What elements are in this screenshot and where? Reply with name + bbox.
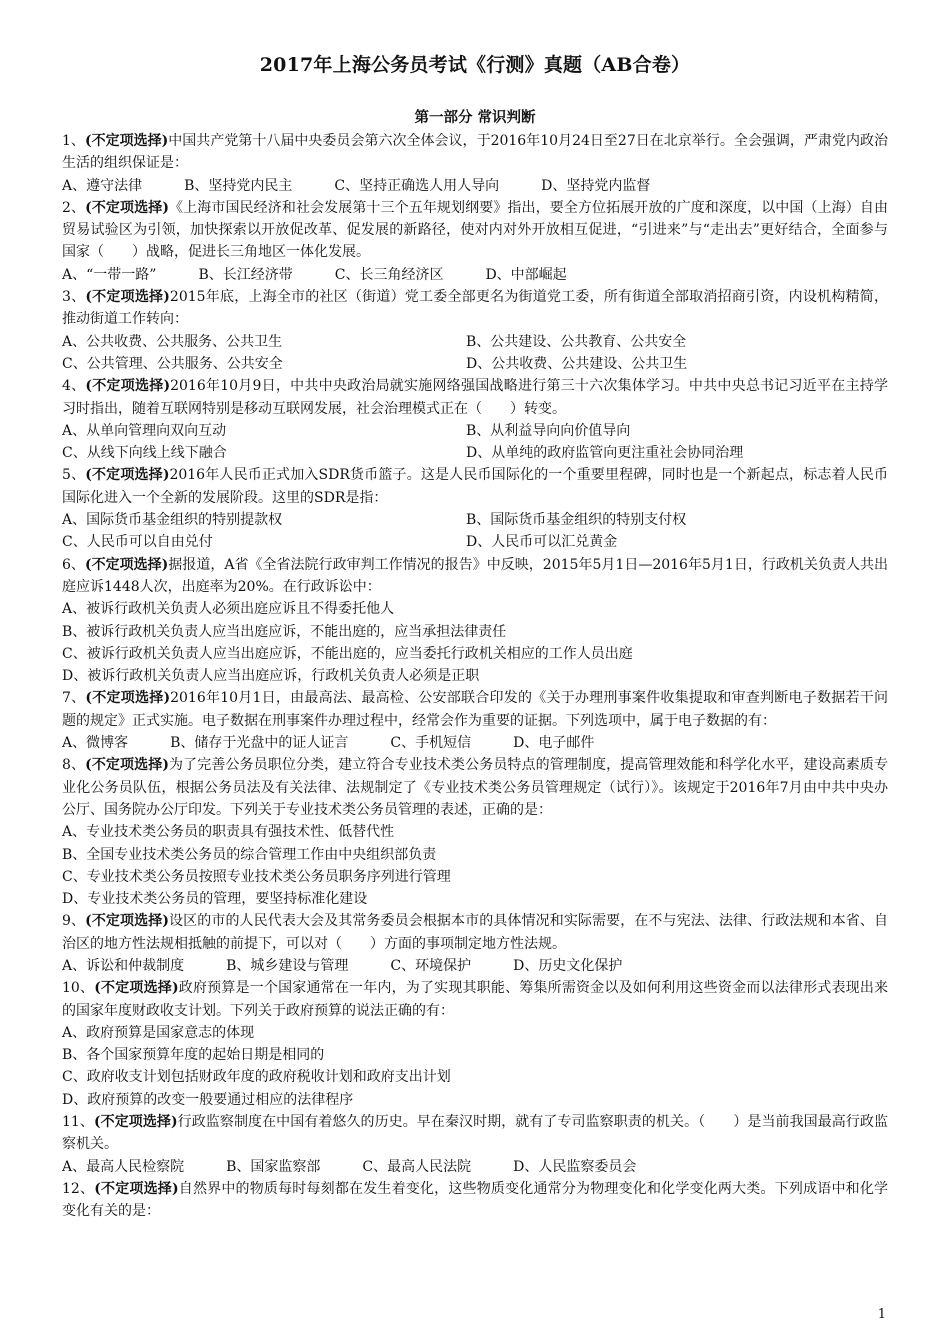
question-1 [62, 130, 888, 197]
question-stem [62, 1178, 888, 1223]
option-d: D、坚持党内监督 [541, 177, 651, 194]
option-a: A、公共收费、公共服务、公共卫生 [62, 333, 283, 350]
question-3 [62, 286, 888, 375]
question-10 [62, 977, 888, 1111]
option-b: B、国家监察部 [226, 1158, 321, 1175]
option-b: B、储存于光盘中的证人证言 [170, 735, 349, 752]
question-stem [62, 375, 888, 420]
option-b: B、国际货币基金组织的特别支付权 [466, 512, 687, 529]
question-text: 自然界中的物质每时每刻都在发生着变化，这些物质变化通常分为物理变化和化学变化两大类。下列成语中和化学变化有关的是： [62, 1180, 889, 1220]
option-b: B、坚持党内民主 [184, 177, 293, 194]
question-number: 1、 [62, 133, 85, 149]
option-a: A、被诉行政机关负责人必须出庭应诉且不得委托他人 [62, 601, 395, 618]
option-b: B、长江经济带 [198, 266, 293, 283]
option-c: C、公共管理、公共服务、公共安全 [62, 355, 283, 372]
option-d: D、人民币可以汇兑黄金 [466, 534, 618, 551]
question-type: (不定项选择) [94, 1180, 179, 1197]
option-d: D、公共收费、公共建设、公共卫生 [466, 355, 688, 372]
option-group [62, 1022, 888, 1111]
question-list [62, 130, 888, 1223]
option-a: A、最高人民检察院 [62, 1158, 185, 1175]
option-b: B、城乡建设与管理 [226, 957, 349, 974]
option-c: C、被诉行政机关负责人应当出庭应诉，不能出庭的，应当委托行政机关相应的工作人员出庭 [62, 645, 633, 662]
question-number: 12、 [62, 1180, 95, 1197]
option-group [62, 1156, 888, 1178]
page-number: 1 [877, 1307, 886, 1322]
option-group [62, 732, 888, 754]
question-8 [62, 754, 888, 910]
question-12 [62, 1178, 888, 1223]
question-stem [62, 197, 888, 264]
question-7 [62, 687, 888, 754]
question-number: 8、 [62, 757, 86, 774]
option-c: C、最高人民法院 [362, 1158, 472, 1175]
option-a: A、“一带一路” [62, 266, 157, 283]
question-text: 据报道，A省《全省法院行政审判工作情况的报告》中反映，2015年5月1日—2016年5月1日，行政机关负责人共出庭应诉1448人次，出庭率为20%。在行政诉讼中： [62, 556, 888, 595]
option-b: B、被诉行政机关负责人应当出庭应诉，不能出庭的，应当承担法律责任 [62, 623, 507, 640]
option-group [62, 821, 888, 910]
question-type: (不定项选择) [85, 289, 170, 306]
option-a: A、微博客 [62, 735, 129, 752]
question-stem [62, 286, 888, 331]
question-type: (不定项选择) [85, 690, 171, 707]
question-type: (不定项选择) [93, 1114, 178, 1131]
option-a: A、遵守法律 [62, 177, 143, 194]
option-b: B、从利益导向向价值导向 [466, 422, 631, 439]
option-a: A、专业技术类公务员的职责具有强技术性、低替代性 [62, 824, 395, 841]
option-group [62, 175, 888, 197]
question-type: (不定项选择) [94, 980, 179, 997]
option-group [62, 331, 888, 376]
question-type: (不定项选择) [85, 199, 169, 216]
option-c: C、专业技术类公务员按照专业技术类公务员职务序列进行管理 [62, 868, 451, 885]
option-b: B、各个国家预算年度的起始日期是相同的 [62, 1047, 325, 1064]
question-number: 5、 [62, 467, 86, 484]
question-text: 行政监察制度在中国有着悠久的历史。早在秦汉时期，就有了专司监察职责的机关。（ ）是当前我国最高行政监察机关。 [62, 1114, 888, 1153]
question-stem [62, 130, 888, 175]
question-5 [62, 464, 888, 553]
option-d: D、电子邮件 [513, 735, 595, 752]
question-text: 《上海市国民经济和社会发展第十三个五年规划纲要》指出，要全方位拓展开放的广度和深度，以中国（上海）自由贸易试验区为引领，加快探索以开放促改革、促发展的新路径，使对内对外开放相互促进，“引进来”与“走出去”更好结合，全面参与国家（ ）战略，促进长三角地区一体化发展。 [62, 199, 888, 261]
question-4 [62, 375, 888, 464]
question-number: 4、 [62, 378, 86, 395]
option-c: C、政府收支计划包括财政年度的政府税收计划和政府支出计划 [62, 1069, 451, 1086]
option-c: C、环境保护 [390, 957, 472, 974]
question-number: 10、 [62, 980, 95, 997]
question-number: 9、 [62, 913, 86, 930]
question-number: 6、 [62, 556, 85, 573]
question-text: 2016年10月9日，中共中央政治局就实施网络强国战略进行第三十六次集体学习。中共中央总书记习近平在主持学习时指出，随着互联网特别是移动互联网发展，社会治理模式正在（ ）转变。 [62, 378, 888, 417]
option-d: D、从单纯的政府监管向更注重社会协同治理 [466, 445, 744, 462]
question-stem [62, 1111, 888, 1156]
option-group [62, 264, 888, 286]
option-group [62, 598, 888, 687]
question-text: 中国共产党第十八届中央委员会第六次全体会议，于2016年10月24日至27日在北京举行。全会强调，严肃党内政治生活的组织保证是： [62, 133, 888, 172]
question-text: 政府预算是一个国家通常在一年内，为了实现其职能、筹集所需资金以及如何利用这些资金而以法律形式表现出来的国家年度财政收支计划。下列关于政府预算的说法正确的有： [62, 980, 889, 1019]
question-number: 2、 [62, 199, 86, 216]
question-stem [62, 910, 888, 955]
option-a: A、从单向管理向双向互动 [62, 422, 227, 439]
question-type: (不定项选择) [85, 378, 171, 395]
document-title: 2017年上海公务员考试《行测》真题（AB合卷） [259, 54, 691, 76]
question-type: (不定项选择) [85, 913, 169, 930]
option-c: C、手机短信 [390, 735, 472, 752]
option-c: C、从线下向线上线下融合 [62, 445, 227, 462]
question-text: 2016年人民币正式加入SDR货币篮子。这是人民币国际化的一个重要里程碑，同时也是一个新起点，标志着人民币国际化进入一个全新的发展阶段。这里的SDR是指： [62, 467, 888, 506]
question-type: (不定项选择) [84, 133, 169, 149]
question-2 [62, 197, 888, 286]
option-b: B、公共建设、公共教育、公共安全 [466, 333, 687, 350]
question-type: (不定项选择) [84, 556, 169, 573]
question-text: 2015年底，上海全市的社区（街道）党工委全部更名为街道党工委，所有街道全部取消招商引资，内设机构精简，推动街道工作转向： [62, 289, 888, 328]
option-a: A、诉讼和仲裁制度 [62, 957, 185, 974]
question-stem [62, 554, 888, 599]
option-d: D、政府预算的改变一般要通过相应的法律程序 [62, 1091, 354, 1108]
question-11 [62, 1111, 888, 1178]
question-stem [62, 464, 888, 509]
option-d: D、人民监察委员会 [513, 1158, 637, 1175]
option-d: D、专业技术类公务员的管理，要坚持标准化建设 [62, 891, 368, 908]
option-group [62, 955, 888, 977]
question-9 [62, 910, 888, 977]
option-c: C、长三角经济区 [334, 266, 444, 283]
option-a: A、政府预算是国家意志的体现 [62, 1024, 255, 1041]
option-d: D、中部崛起 [485, 266, 567, 283]
question-text: 为了完善公务员职位分类，建立符合专业技术类公务员特点的管理制度，提高管理效能和科学化水平，建设高素质专业化公务员队伍，根据公务员法及有关法律、法规制定了《专业技术类公务员管理规定（试行）》。该规定于2016年7月由中共中央办公厅、国务院办公厅印发。下列关于专业技术类公务员管理的表述，正确的是： [62, 757, 888, 818]
option-b: B、全国专业技术类公务员的综合管理工作由中央组织部负责 [62, 846, 437, 863]
option-a: A、国际货币基金组织的特别提款权 [62, 512, 283, 529]
question-6 [62, 554, 888, 688]
question-type: (不定项选择) [85, 757, 169, 774]
question-stem [62, 754, 888, 821]
question-stem [62, 977, 888, 1022]
question-text: 设区的市的人民代表大会及其常务委员会根据本市的具体情况和实际需要，在不与宪法、法律、行政法规和本省、自治区的地方性法规相抵触的前提下，可以对（ ）方面的事项制定地方性法规。 [62, 913, 888, 952]
option-d: D、历史文化保护 [513, 957, 623, 974]
question-type: (不定项选择) [85, 467, 170, 484]
option-group [62, 509, 888, 554]
question-number: 3、 [62, 289, 86, 306]
question-stem [62, 687, 888, 732]
question-number: 11、 [62, 1114, 94, 1131]
option-c: C、人民币可以自由兑付 [62, 534, 213, 551]
option-group [62, 420, 888, 465]
option-c: C、坚持正确选人用人导向 [334, 177, 500, 194]
option-d: D、被诉行政机关负责人应当出庭应诉，行政机关负责人必须是正职 [62, 668, 480, 685]
section-title: 第一部分 常识判断 [414, 109, 536, 126]
question-number: 7、 [62, 690, 86, 707]
question-text: 2016年10月1日，由最高法、最高检、公安部联合印发的《关于办理刑事案件收集提取和审查判断电子数据若干问题的规定》正式实施。电子数据在刑事案件办理过程中，经常会作为重要的证据。下列选项中，属于电子数据的有： [62, 690, 888, 729]
